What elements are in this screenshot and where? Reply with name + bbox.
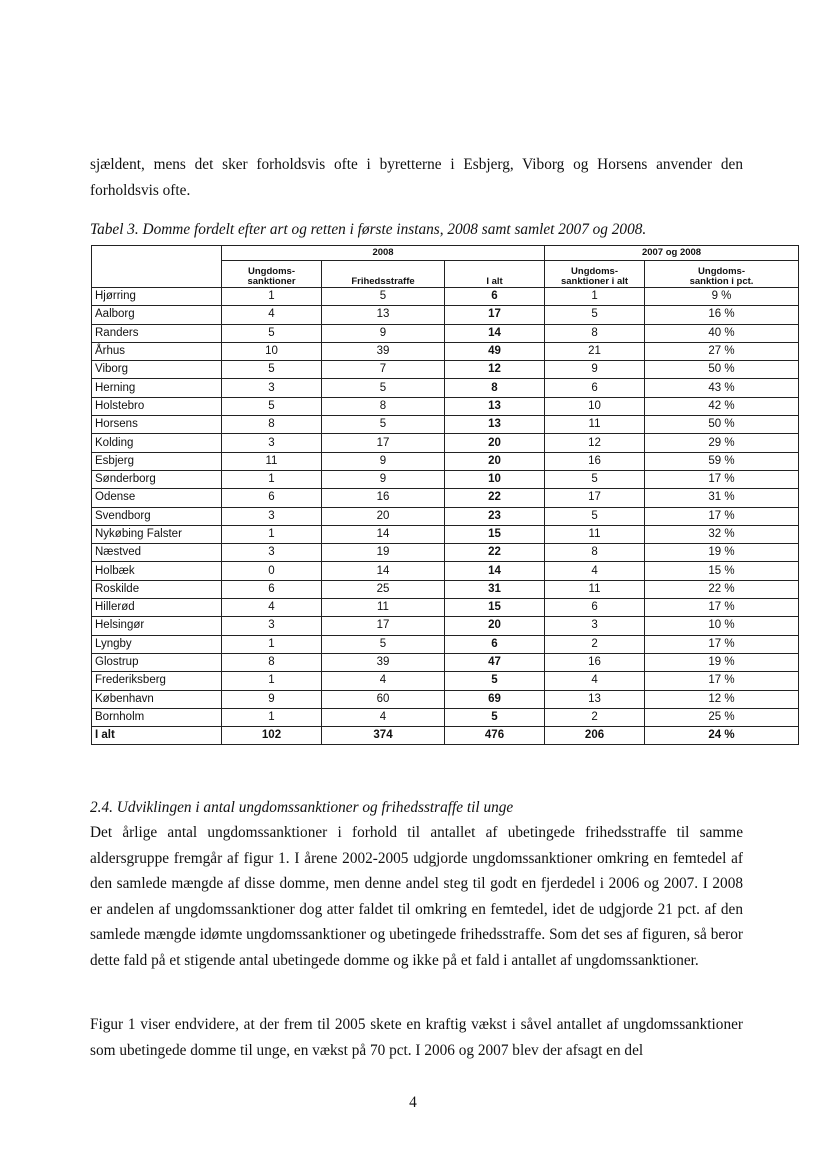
court-name-cell: Glostrup	[92, 653, 222, 671]
table-row	[92, 416, 799, 434]
table-caption: Tabel 3. Domme fordelt efter art og retten i første instans, 2008 samt samlet 2007 og 2008.	[90, 221, 647, 238]
value-cell: 14	[322, 562, 445, 580]
value-cell: 22	[445, 489, 545, 507]
value-cell: 0	[222, 562, 322, 580]
value-cell: 4	[322, 672, 445, 690]
value-cell: 4	[545, 562, 645, 580]
value-cell: 3	[222, 544, 322, 562]
column-header: Ungdoms- sanktion i pct.	[645, 261, 799, 288]
court-name-cell: Svendborg	[92, 507, 222, 525]
value-cell: 6	[222, 580, 322, 598]
value-cell: 24 %	[645, 727, 799, 745]
value-cell: 22	[445, 544, 545, 562]
value-cell: 19	[322, 544, 445, 562]
value-cell: 206	[545, 727, 645, 745]
value-cell: 47	[445, 653, 545, 671]
court-name-cell: Odense	[92, 489, 222, 507]
court-name-cell: Randers	[92, 324, 222, 342]
value-cell: 20	[445, 617, 545, 635]
value-cell: 1	[222, 288, 322, 306]
value-cell: 31	[445, 580, 545, 598]
value-cell: 17 %	[645, 672, 799, 690]
value-cell: 4	[545, 672, 645, 690]
value-cell: 13	[322, 306, 445, 324]
value-cell: 1	[545, 288, 645, 306]
value-cell: 21	[545, 342, 645, 360]
value-cell: 8	[445, 379, 545, 397]
value-cell: 40 %	[645, 324, 799, 342]
value-cell: 27 %	[645, 342, 799, 360]
value-cell: 6	[545, 599, 645, 617]
value-cell: 59 %	[645, 452, 799, 470]
value-cell: 10	[545, 397, 645, 415]
value-cell: 10 %	[645, 617, 799, 635]
value-cell: 31 %	[645, 489, 799, 507]
value-cell: 1	[222, 525, 322, 543]
value-cell: 19 %	[645, 653, 799, 671]
court-name-cell: København	[92, 690, 222, 708]
table-row	[92, 507, 799, 525]
value-cell: 12	[545, 434, 645, 452]
value-cell: 20	[445, 452, 545, 470]
value-cell: 4	[222, 599, 322, 617]
intro-paragraph: sjældent, mens det sker forholdsvis ofte i byretterne i Esbjerg, Viborg og Horsens anvender den forholdsvis ofte.	[90, 156, 743, 199]
table-row	[92, 599, 799, 617]
table-row	[92, 306, 799, 324]
court-name-cell: Horsens	[92, 416, 222, 434]
value-cell: 16	[322, 489, 445, 507]
body-paragraph: Figur 1 viser endvidere, at der frem til 2005 skete en kraftig vækst i såvel antallet af ungdomssanktioner som ubetingede domme til unge, en vækst på 70 pct. I 2006 og 2007 blev der afsagt en del	[90, 1016, 743, 1059]
court-name-cell: Sønderborg	[92, 470, 222, 488]
value-cell: 43 %	[645, 379, 799, 397]
table-row	[92, 288, 799, 306]
table-row	[92, 361, 799, 379]
table-row	[92, 434, 799, 452]
table-row	[92, 470, 799, 488]
section-heading: 2.4. Udviklingen i antal ungdomssanktioner og frihedsstraffe til unge	[90, 799, 514, 816]
value-cell: 6	[445, 635, 545, 653]
table-row	[92, 690, 799, 708]
table-row	[92, 708, 799, 726]
value-cell: 5	[222, 397, 322, 415]
value-cell: 5	[445, 672, 545, 690]
page-number: 4	[409, 1094, 417, 1111]
value-cell: 14	[445, 324, 545, 342]
value-cell: 2	[545, 635, 645, 653]
court-name-cell: Nykøbing Falster	[92, 525, 222, 543]
value-cell: 69	[445, 690, 545, 708]
table-row	[92, 672, 799, 690]
court-name-cell: Aalborg	[92, 306, 222, 324]
value-cell: 6	[445, 288, 545, 306]
court-name-cell: I alt	[92, 727, 222, 745]
court-name-cell: Holstebro	[92, 397, 222, 415]
table-row	[92, 617, 799, 635]
column-header: I alt	[445, 261, 545, 288]
value-cell: 17 %	[645, 635, 799, 653]
value-cell: 476	[445, 727, 545, 745]
value-cell: 1	[222, 672, 322, 690]
court-name-cell: Næstved	[92, 544, 222, 562]
column-header: Frihedsstraffe	[322, 261, 445, 288]
value-cell: 17	[545, 489, 645, 507]
value-cell: 9 %	[645, 288, 799, 306]
table-row	[92, 324, 799, 342]
body-paragraph: Det årlige antal ungdomssanktioner i forhold til antallet af ubetingede frihedsstraffe til samme aldersgruppe fremgår af figur 1. I årene 2002-2005 udgjorde ungdomssanktioner omkring en femtedel af den samlede mængde af disse domme, men denne andel steg til godt en fjerdedel i 2006 og 2007. I 2008 er andelen af ungdomssanktioner dog atter faldet til omkring en femtedel, idet de udgjorde 21 pct. af den samlede mængde idømte ungdomssanktioner og ubetingede frihedsstraffe. Som det ses af figuren, så beror dette fald på et stigende antal ubetingede domme og ikke på et fald i antallet af ungdomssanktioner.	[90, 824, 743, 969]
value-cell: 5	[222, 361, 322, 379]
table-row	[92, 379, 799, 397]
value-cell: 11	[545, 525, 645, 543]
value-cell: 8	[322, 397, 445, 415]
value-cell: 6	[222, 489, 322, 507]
column-header: Ungdoms- sanktioner i alt	[545, 261, 645, 288]
value-cell: 14	[322, 525, 445, 543]
value-cell: 9	[222, 690, 322, 708]
value-cell: 12 %	[645, 690, 799, 708]
value-cell: 4	[322, 708, 445, 726]
court-name-cell: Bornholm	[92, 708, 222, 726]
value-cell: 39	[322, 653, 445, 671]
value-cell: 50 %	[645, 416, 799, 434]
value-cell: 8	[222, 416, 322, 434]
value-cell: 5	[545, 507, 645, 525]
value-cell: 3	[222, 617, 322, 635]
value-cell: 17 %	[645, 470, 799, 488]
value-cell: 5	[322, 288, 445, 306]
value-cell: 13	[445, 397, 545, 415]
value-cell: 17	[445, 306, 545, 324]
value-cell: 7	[322, 361, 445, 379]
court-name-cell: Herning	[92, 379, 222, 397]
value-cell: 39	[322, 342, 445, 360]
value-cell: 25	[322, 580, 445, 598]
court-name-cell: Roskilde	[92, 580, 222, 598]
table-row	[92, 342, 799, 360]
value-cell: 11	[545, 580, 645, 598]
value-cell: 17	[322, 434, 445, 452]
table-row	[92, 635, 799, 653]
value-cell: 20	[445, 434, 545, 452]
value-cell: 5	[222, 324, 322, 342]
value-cell: 13	[545, 690, 645, 708]
value-cell: 5	[322, 635, 445, 653]
court-name-cell: Hillerød	[92, 599, 222, 617]
court-name-cell: Lyngby	[92, 635, 222, 653]
value-cell: 19 %	[645, 544, 799, 562]
value-cell: 15	[445, 599, 545, 617]
column-header: Ungdoms- sanktioner	[222, 261, 322, 288]
value-cell: 2	[545, 708, 645, 726]
table-row	[92, 489, 799, 507]
value-cell: 3	[222, 379, 322, 397]
corner-cell	[92, 246, 222, 288]
value-cell: 5	[545, 470, 645, 488]
value-cell: 8	[545, 544, 645, 562]
table-row	[92, 544, 799, 562]
value-cell: 5	[322, 379, 445, 397]
value-cell: 3	[222, 434, 322, 452]
value-cell: 1	[222, 635, 322, 653]
value-cell: 9	[322, 452, 445, 470]
court-name-cell: Esbjerg	[92, 452, 222, 470]
table-row	[92, 525, 799, 543]
value-cell: 4	[222, 306, 322, 324]
value-cell: 50 %	[645, 361, 799, 379]
value-cell: 5	[322, 416, 445, 434]
value-cell: 49	[445, 342, 545, 360]
court-name-cell: Hjørring	[92, 288, 222, 306]
data-table	[91, 245, 799, 745]
table-total-row	[92, 727, 799, 745]
value-cell: 12	[445, 361, 545, 379]
value-cell: 20	[322, 507, 445, 525]
group-header-2008: 2008	[222, 246, 545, 261]
group-header-2007-2008: 2007 og 2008	[545, 246, 799, 261]
table-row	[92, 653, 799, 671]
value-cell: 3	[222, 507, 322, 525]
court-name-cell: Holbæk	[92, 562, 222, 580]
value-cell: 60	[322, 690, 445, 708]
value-cell: 23	[445, 507, 545, 525]
value-cell: 6	[545, 379, 645, 397]
value-cell: 9	[545, 361, 645, 379]
value-cell: 11	[322, 599, 445, 617]
value-cell: 13	[445, 416, 545, 434]
value-cell: 15 %	[645, 562, 799, 580]
value-cell: 9	[322, 324, 445, 342]
value-cell: 29 %	[645, 434, 799, 452]
court-name-cell: Viborg	[92, 361, 222, 379]
court-name-cell: Århus	[92, 342, 222, 360]
court-name-cell: Kolding	[92, 434, 222, 452]
value-cell: 1	[222, 470, 322, 488]
value-cell: 11	[545, 416, 645, 434]
value-cell: 10	[222, 342, 322, 360]
value-cell: 5	[445, 708, 545, 726]
table-row	[92, 562, 799, 580]
value-cell: 11	[222, 452, 322, 470]
value-cell: 42 %	[645, 397, 799, 415]
value-cell: 16	[545, 452, 645, 470]
table-row	[92, 452, 799, 470]
value-cell: 16 %	[645, 306, 799, 324]
value-cell: 5	[545, 306, 645, 324]
value-cell: 9	[322, 470, 445, 488]
value-cell: 16	[545, 653, 645, 671]
value-cell: 3	[545, 617, 645, 635]
value-cell: 32 %	[645, 525, 799, 543]
value-cell: 14	[445, 562, 545, 580]
court-name-cell: Helsingør	[92, 617, 222, 635]
value-cell: 17	[322, 617, 445, 635]
value-cell: 102	[222, 727, 322, 745]
value-cell: 1	[222, 708, 322, 726]
value-cell: 17 %	[645, 507, 799, 525]
court-name-cell: Frederiksberg	[92, 672, 222, 690]
value-cell: 17 %	[645, 599, 799, 617]
value-cell: 22 %	[645, 580, 799, 598]
value-cell: 8	[222, 653, 322, 671]
table-row	[92, 580, 799, 598]
table-row	[92, 397, 799, 415]
value-cell: 15	[445, 525, 545, 543]
value-cell: 25 %	[645, 708, 799, 726]
value-cell: 374	[322, 727, 445, 745]
value-cell: 10	[445, 470, 545, 488]
value-cell: 8	[545, 324, 645, 342]
